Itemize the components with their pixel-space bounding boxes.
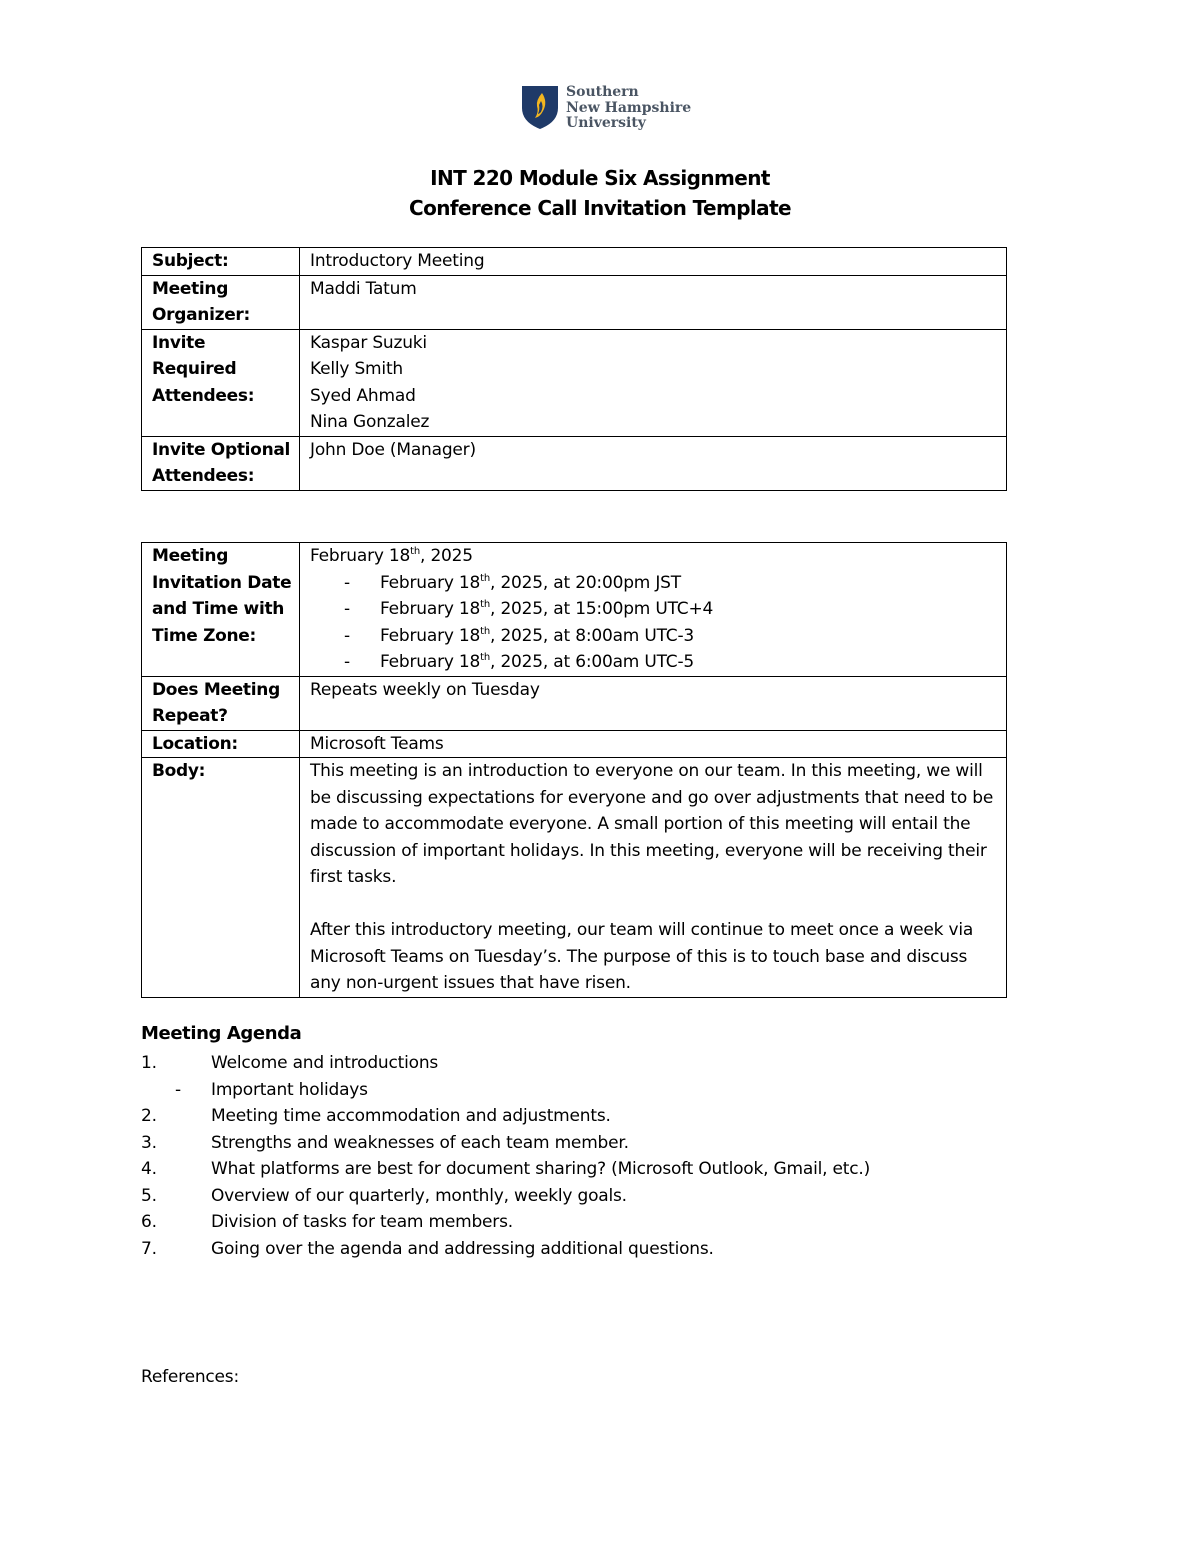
agenda-item-number: 5. <box>141 1185 157 1206</box>
attendee-name: Nina Gonzalez <box>310 412 430 432</box>
dash-bullet: - <box>344 652 350 672</box>
agenda-item <box>141 1103 870 1130</box>
attendee-name: Kaspar Suzuki <box>310 332 427 353</box>
repeat-label-line: Repeat? <box>152 706 228 726</box>
body-label: Body: <box>142 758 300 998</box>
required-label-line: Invite <box>152 332 206 353</box>
dash-bullet: - <box>344 625 350 646</box>
agenda-subitem-text: Important holidays <box>211 1079 368 1100</box>
date-label-line: Meeting <box>152 546 229 566</box>
agenda-item <box>141 1236 870 1263</box>
agenda-heading: Meeting Agenda <box>141 1023 302 1044</box>
tz-time: , 2025, at 20:00pm JST <box>490 572 681 593</box>
body-paragraph: This meeting is an introduction to everyone on our team. In this meeting, we will be discussing expectations for everyone and go over adjustments that need to be made to accommodate everyone. A small portion of this meeting will entail the discussion of important holidays. In this meeting, everyone will be receiving their first tasks. <box>310 761 994 887</box>
agenda-item-number: 3. <box>141 1132 157 1153</box>
agenda-item-number: 7. <box>141 1238 157 1259</box>
optional-label-line: Attendees: <box>152 466 255 486</box>
invitation-attendees-table <box>141 247 1007 491</box>
agenda-item-text: Welcome and introductions <box>211 1053 439 1073</box>
subject-value: Introductory Meeting <box>300 248 1007 276</box>
agenda-item <box>141 1050 870 1077</box>
references-label: References: <box>141 1367 239 1387</box>
agenda-item <box>141 1130 870 1157</box>
organizer-value: Maddi Tatum <box>300 275 1007 329</box>
logo-line-3: University <box>566 115 646 131</box>
optional-attendees-value: John Doe (Manager) <box>300 436 1007 490</box>
body-paragraph: After this introductory meeting, our team will continue to meet once a week via Microsoft Teams on Tuesday’s. The purpose of this is to touch base and discuss any non-urgent issues that have risen. <box>310 920 974 993</box>
optional-attendees-label <box>142 436 300 490</box>
agenda-item-text: Going over the agenda and addressing additional questions. <box>211 1238 714 1259</box>
agenda-item <box>141 1156 870 1183</box>
tz-date: February 18 <box>380 599 481 619</box>
date-label-line: Time Zone: <box>152 625 257 646</box>
logo-line-2: New Hampshire <box>566 99 692 116</box>
page-subtitle: Conference Call Invitation Template <box>409 196 791 220</box>
page-title: INT 220 Module Six Assignment <box>430 166 770 190</box>
logo-wordmark <box>566 84 691 132</box>
dash-bullet: - <box>175 1079 181 1100</box>
optional-label-line: Invite Optional <box>152 439 291 460</box>
tz-ordinal: th <box>480 652 491 663</box>
agenda-item-text: What platforms are best for document sharing? (Microsoft Outlook, Gmail, etc.) <box>211 1159 871 1179</box>
table-row-body <box>142 758 1007 998</box>
agenda-subitem <box>141 1077 870 1104</box>
meeting-details-table <box>141 542 1007 998</box>
agenda-item <box>141 1209 870 1236</box>
date-year: , 2025 <box>420 546 473 566</box>
university-logo <box>520 84 691 132</box>
table-row-required-attendees <box>142 329 1007 436</box>
table-row-repeat <box>142 676 1007 730</box>
repeat-label <box>142 676 300 730</box>
agenda-item <box>141 1183 870 1210</box>
subject-label: Subject: <box>142 248 300 276</box>
date-time-label <box>142 543 300 677</box>
tz-date: February 18 <box>380 625 481 646</box>
agenda-item-number: 1. <box>141 1053 157 1073</box>
tz-time: , 2025, at 6:00am UTC-5 <box>490 652 695 672</box>
table-row-subject <box>142 248 1007 276</box>
repeat-value: Repeats weekly on Tuesday <box>300 676 1007 730</box>
date-time-value <box>300 543 1007 677</box>
dash-bullet: - <box>344 599 350 619</box>
tz-date: February 18 <box>380 572 481 593</box>
date-label-line: and Time with <box>152 599 285 619</box>
agenda-item-number: 6. <box>141 1212 157 1232</box>
tz-ordinal: th <box>480 625 491 637</box>
organizer-label <box>142 275 300 329</box>
table-row-date-time <box>142 543 1007 677</box>
agenda-item-text: Strengths and weaknesses of each team member. <box>211 1132 629 1153</box>
agenda-item-number: 2. <box>141 1106 157 1126</box>
required-attendees-list <box>300 329 1007 436</box>
tz-ordinal: th <box>480 572 491 584</box>
attendee-name: Kelly Smith <box>310 359 403 379</box>
repeat-label-line: Does Meeting <box>152 679 280 700</box>
time-zone-item <box>310 570 1000 597</box>
table-row-optional-attendees <box>142 436 1007 490</box>
tz-time: , 2025, at 15:00pm UTC+4 <box>490 599 714 619</box>
time-zone-item <box>310 596 1000 623</box>
tz-date: February 18 <box>380 652 481 672</box>
body-value <box>300 758 1007 998</box>
table-row-location <box>142 730 1007 758</box>
agenda-item-number: 4. <box>141 1159 157 1179</box>
agenda-item-text: Meeting time accommodation and adjustments. <box>211 1106 611 1126</box>
tz-time: , 2025, at 8:00am UTC-3 <box>490 625 695 646</box>
time-zone-item <box>310 623 1000 650</box>
date-ordinal: th <box>410 546 421 557</box>
time-zone-item <box>310 649 1000 676</box>
date-text: February 18 <box>310 546 411 566</box>
dash-bullet: - <box>344 572 350 593</box>
required-label-line: Attendees: <box>152 385 255 406</box>
location-value: Microsoft Teams <box>300 730 1007 758</box>
organizer-label-line: Organizer: <box>152 305 251 325</box>
agenda-item-text: Overview of our quarterly, monthly, weekly goals. <box>211 1185 627 1206</box>
tz-ordinal: th <box>480 599 491 610</box>
agenda-item-text: Division of tasks for team members. <box>211 1212 513 1232</box>
date-label-line: Invitation Date <box>152 572 292 593</box>
logo-line-1: Southern <box>566 84 639 100</box>
shield-flame-icon <box>520 84 560 130</box>
required-attendees-label <box>142 329 300 436</box>
meeting-date <box>310 543 1000 570</box>
location-label: Location: <box>142 730 300 758</box>
attendee-name: Syed Ahmad <box>310 385 416 406</box>
required-label-line: Required <box>152 359 237 379</box>
organizer-label-line: Meeting <box>152 278 229 299</box>
table-row-organizer <box>142 275 1007 329</box>
agenda-list <box>141 1050 870 1262</box>
